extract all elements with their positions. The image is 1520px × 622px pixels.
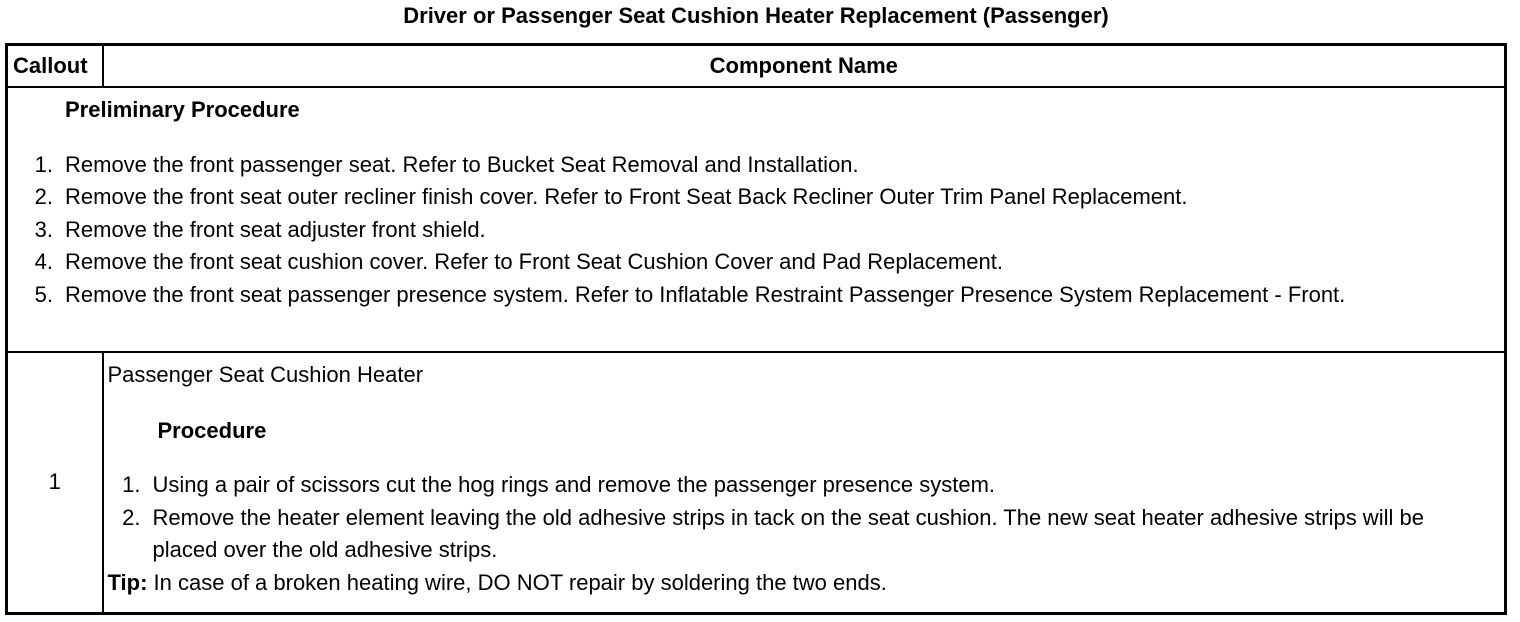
list-item [20,279,1494,312]
step-number: 1. [34,151,53,177]
table-header-row [7,45,1506,88]
list-item [20,246,1494,279]
component-cell [103,352,1506,614]
list-item [20,214,1494,247]
list-item [20,149,1494,182]
list-item [20,181,1494,214]
page-title: Driver or Passenger Seat Cushion Heater Replacement (Passenger) [403,3,1109,28]
step-number: 1. [122,472,141,497]
tip-note [108,567,1495,600]
table-row [7,352,1506,614]
step-text: Remove the front seat outer recliner finish cover. Refer to Front Seat Back Recliner Outer Trim Panel Replacement. [65,184,1188,209]
step-text: Remove the front seat passenger presence system. Refer to Inflatable Restraint Passenger Presence System Replacement - Front. [65,281,1346,307]
callout-column-header: Callout [7,45,103,88]
list-item [108,469,1495,502]
procedure-heading: Procedure [157,417,267,443]
list-item [108,502,1495,567]
preliminary-steps [20,149,1494,312]
callout-number: 1 [7,352,103,614]
step-number: 5. [34,281,53,307]
step-text: Remove the front seat cushion cover. Refer to Front Seat Cushion Cover and Pad Replacement. [65,249,1003,274]
preliminary-cell [7,87,1506,352]
preliminary-row [7,87,1506,352]
step-number: 4. [34,249,53,274]
tip-label: Tip: [107,569,148,595]
tip-text: In case of a broken heating wire, DO NOT repair by soldering the two ends. [147,569,887,595]
step-text: Remove the front passenger seat. Refer to Bucket Seat Removal and Installation. [65,151,859,177]
procedure-steps [108,469,1495,567]
step-number: 2. [34,184,53,209]
component-name: Passenger Seat Cushion Heater [107,362,424,387]
step-text: Remove the heater element leaving the old adhesive strips in tack on the seat cushion. The new seat heater adhesive strips will be placed over the old adhesive strips. [152,504,1424,562]
preliminary-heading: Preliminary Procedure [65,97,300,122]
step-number: 2. [122,504,141,530]
step-number: 3. [34,216,53,242]
step-text: Remove the front seat adjuster front shield. [65,216,486,242]
step-text: Using a pair of scissors cut the hog rings and remove the passenger presence system. [152,472,996,497]
component-column-header: Component Name [103,45,1506,88]
procedure-table [5,43,1507,615]
